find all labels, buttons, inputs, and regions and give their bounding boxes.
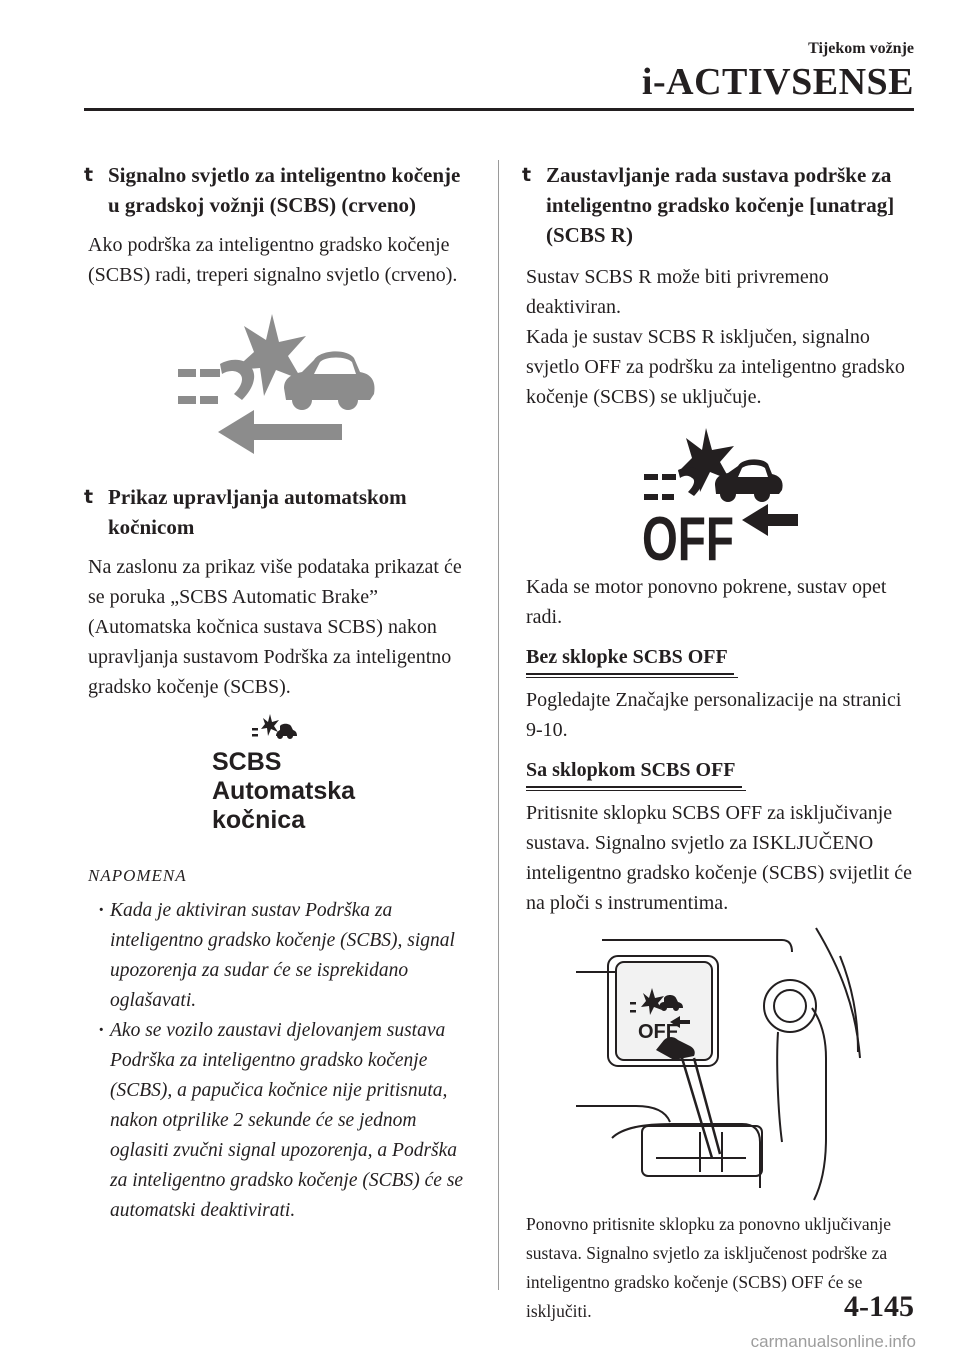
switch-off-label: OFF xyxy=(638,1021,678,1043)
message-line: Automatska xyxy=(212,777,356,805)
scbs-off-switch-illustration xyxy=(572,926,872,1202)
right-column xyxy=(522,160,917,1326)
page-number: 4-145 xyxy=(844,1290,914,1323)
heading-text: Prikaz upravljanja automatskom kočnicom xyxy=(108,485,407,539)
left-column xyxy=(84,160,474,1226)
message-line: SCBS xyxy=(212,748,282,776)
scbs-message-display xyxy=(84,714,474,844)
heading-text: Zaustavljanje rada sustava podrške za inteligentno gradsko kočenje [unatrag] (SCBS R) xyxy=(546,163,895,247)
paragraph-press-switch: Pritisnite sklopku SCBS OFF za isključivanje sustava. Signalno svjetlo za ISKLJUČENO inteligentno gradsko kočenje (SCBS) svijetlit će na ploči s instrumentima. xyxy=(526,802,913,914)
section-bullet: t xyxy=(84,486,94,508)
paragraph-scbs-r-off-light: Kada je sustav SCBS R isključen, signalno svjetlo OFF za podršku za inteligentno gradsko kočenje (SCBS) se uključuje. xyxy=(526,326,905,408)
heading-scbs-warning-light xyxy=(84,160,474,220)
paragraph-warning-light: Ako podrška za inteligentno gradsko kočenje (SCBS) radi, treperi signalno svjetlo (crveno). xyxy=(88,234,458,286)
subheading-with-switch: Sa sklopkom SCBS OFF xyxy=(526,757,742,788)
scbs-warning-icon xyxy=(164,304,394,464)
note-title: NAPOMENA xyxy=(88,866,187,885)
header-rule xyxy=(84,108,914,111)
section-bullet: t xyxy=(84,164,94,186)
heading-auto-brake-display xyxy=(84,482,474,542)
scbs-off-icon xyxy=(630,426,810,566)
watermark: carmanualsonline.info xyxy=(750,1332,916,1351)
heading-scbs-r-stop xyxy=(522,160,917,250)
heading-text: Signalno svjetlo za inteligentno kočenje u gradskoj vožnji (SCBS) (crveno) xyxy=(108,163,461,217)
section-bullet: t xyxy=(522,164,532,186)
scbs-small-icon xyxy=(250,714,298,744)
paragraph-auto-brake-display: Na zaslonu za prikaz više podataka prikazat će se poruka „SCBS Automatic Brake” (Automatska kočnica sustava SCBS) nakon upravljanja sustavom Podrška za inteligentno gradsko kočenje (SCBS). xyxy=(88,556,462,698)
paragraph-engine-restart: Kada se motor ponovno pokrene, sustav opet radi. xyxy=(526,576,887,628)
paragraph-scbs-r-deactivate: Sustav SCBS R može biti privremeno deaktiviran. xyxy=(526,266,829,318)
scbs-message-text xyxy=(212,748,355,835)
subheading-without-switch: Bez sklopke SCBS OFF xyxy=(526,644,734,675)
message-line: kočnica xyxy=(212,806,306,834)
note-list xyxy=(84,896,474,1226)
header-chapter-title: i-ACTIVSENSE xyxy=(641,61,914,103)
column-divider xyxy=(498,160,499,1290)
paragraph-personalization-ref: Pogledajte Značajke personalizacije na stranici 9-10. xyxy=(526,689,902,741)
off-icon-label: OFF xyxy=(641,505,734,566)
note-item: · Kada je aktiviran sustav Podrška za inteligentno gradsko kočenje (SCBS), signal upozorenja za sudar će se isprekidano oglašavati. xyxy=(100,896,474,1016)
caption-press-again: Ponovno pritisnite sklopku za ponovno uključivanje sustava. Signalno svjetlo za isključenost podrške za inteligentno gradsko kočenje (SCBS) OFF će se isključiti. xyxy=(526,1214,892,1321)
note-item: · Ako se vozilo zaustavi djelovanjem sustava Podrška za inteligentno gradsko kočenje (SCBS), a papučica kočnice nije pritisnuta, nakon otprilike 2 sekunde će se jednom oglasiti zvučni signal upozorenja, a Podrška za inteligentno gradsko kočenje (SCBS) će se automatski deaktivirati. xyxy=(100,1016,474,1226)
header-section-label: Tijekom vožnje xyxy=(808,40,914,57)
